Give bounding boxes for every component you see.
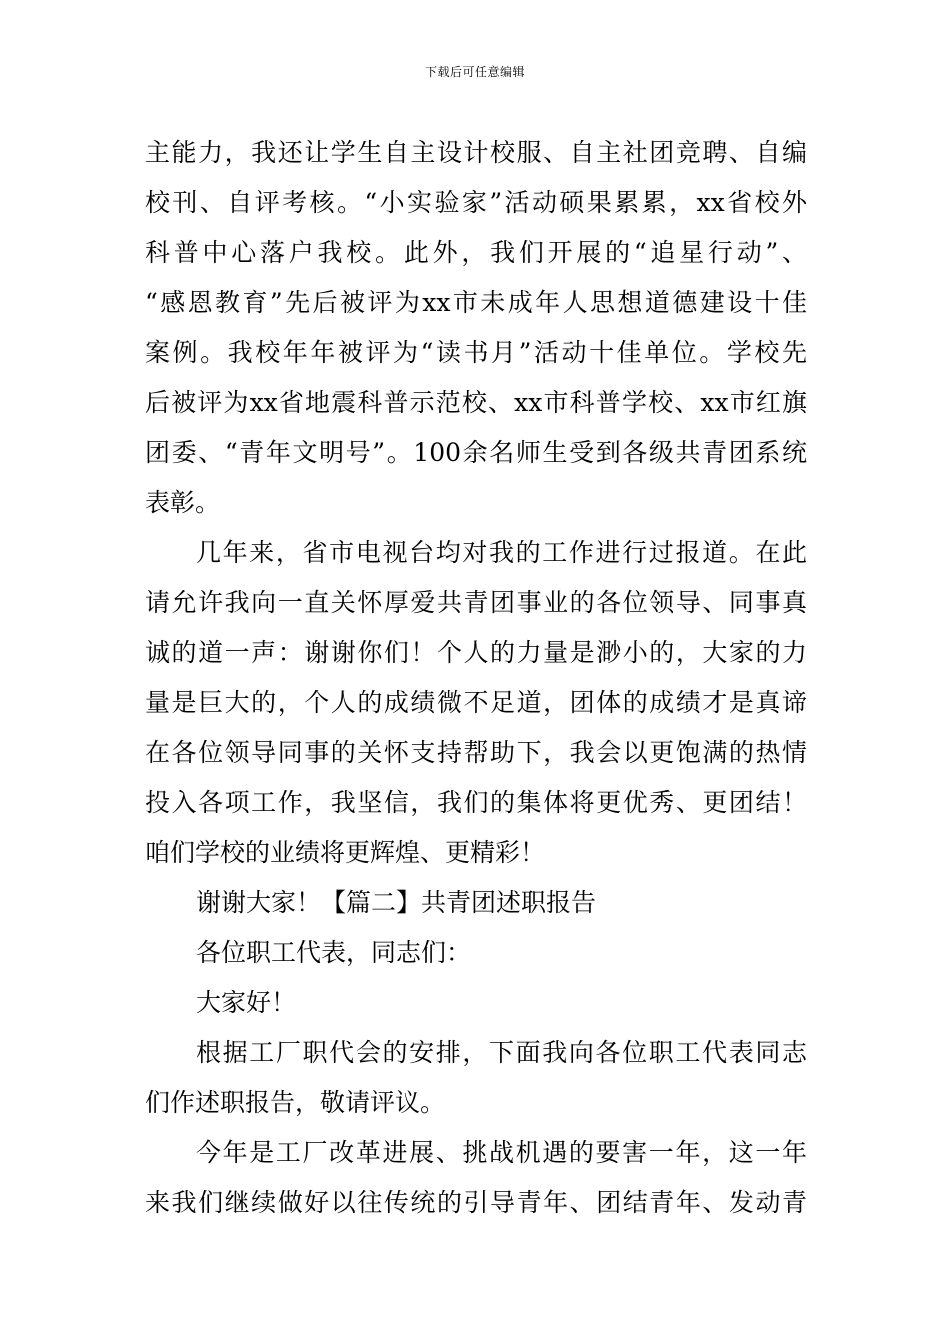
page-header: 下载后可任意编辑 <box>424 65 525 79</box>
text-line: 请允许我向一直关怀厚爱共青团事业的各位领导、同事真 <box>145 588 807 617</box>
text-line: 在各位领导同事的关怀支持帮助下，我会以更饱满的热情 <box>145 738 807 767</box>
text-line: 谢谢大家！【篇二】共青团述职报告 <box>196 888 597 917</box>
text-line: 们作述职报告，敬请评议。 <box>145 1088 446 1117</box>
text-line: 几年来，省市电视台均对我的工作进行过报道。在此 <box>196 538 807 567</box>
text-line: 主能力，我还让学生自主设计校服、自主社团竞聘、自编 <box>145 138 807 167</box>
text-line: 案例。我校年年被评为“读书月”活动十佳单位。学校先 <box>145 338 807 367</box>
document-body <box>145 128 807 1228</box>
text-line: 今年是工厂改革进展、挑战机遇的要害一年，这一年 <box>196 1138 807 1167</box>
text-line: 校刊、自评考核。“小实验家”活动硕果累累，xx省校外 <box>145 188 807 217</box>
text-line: 根据工厂职代会的安排，下面我向各位职工代表同志 <box>196 1038 807 1067</box>
text-line: 大家好！ <box>196 988 297 1017</box>
text-line: 团委、“青年文明号”。100余名师生受到各级共青团系统 <box>145 438 807 467</box>
text-line: 各位职工代表，同志们： <box>196 938 472 967</box>
text-line: 表彰。 <box>145 488 221 517</box>
text-line: 投入各项工作，我坚信，我们的集体将更优秀、更团结！ <box>145 788 807 817</box>
text-line: 科普中心落户我校。此外，我们开展的“追星行动”、 <box>145 238 807 267</box>
text-line: 诚的道一声：谢谢你们！个人的力量是渺小的，大家的力 <box>145 638 807 667</box>
text-line: 后被评为xx省地震科普示范校、xx市科普学校、xx市红旗 <box>145 388 807 417</box>
text-line: 量是巨大的，个人的成绩微不足道，团体的成绩才是真谛 <box>145 688 807 717</box>
text-line: 来我们继续做好以往传统的引导青年、团结青年、发动青 <box>145 1188 807 1217</box>
text-line: 咱们学校的业绩将更辉煌、更精彩！ <box>145 838 546 867</box>
text-line: “感恩教育”先后被评为xx市未成年人思想道德建设十佳 <box>145 288 807 317</box>
